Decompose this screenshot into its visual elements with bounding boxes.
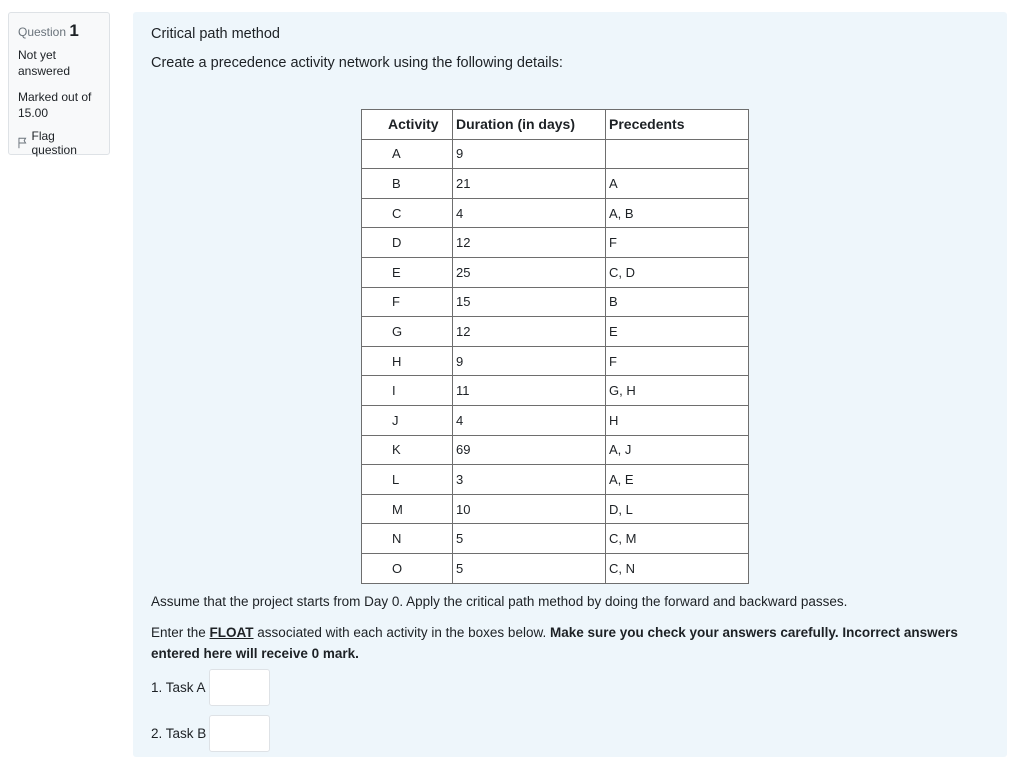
cell-duration: 4	[453, 198, 606, 228]
flag-question-button[interactable]	[18, 129, 100, 157]
table-row	[362, 465, 749, 495]
float-link[interactable]: FLOAT	[209, 625, 254, 640]
header-duration: Duration (in days)	[453, 110, 606, 140]
question-info-panel	[8, 12, 110, 155]
question-state	[18, 47, 100, 79]
cell-duration: 11	[453, 376, 606, 406]
table-row	[362, 435, 749, 465]
cell-duration: 25	[453, 257, 606, 287]
task-b-label: 2. Task B	[151, 726, 207, 741]
cell-duration: 69	[453, 435, 606, 465]
question-number	[18, 21, 100, 41]
question-grade	[18, 89, 100, 121]
cell-precedents: A, J	[606, 435, 749, 465]
table-row	[362, 139, 749, 169]
cell-precedents: C, M	[606, 524, 749, 554]
task-a-row	[151, 669, 270, 706]
task-b-row	[151, 715, 270, 752]
grade-line-2: 15.00	[18, 106, 49, 120]
cell-duration: 12	[453, 317, 606, 347]
state-line-1: Not yet	[18, 48, 57, 62]
task-b-input[interactable]	[209, 715, 270, 752]
flag-icon	[18, 137, 28, 149]
table-row	[362, 287, 749, 317]
cell-activity: A	[362, 139, 453, 169]
cell-duration: 5	[453, 553, 606, 583]
cell-precedents: D, L	[606, 494, 749, 524]
task-a-input[interactable]	[209, 669, 270, 706]
cell-activity: L	[362, 465, 453, 495]
cell-activity: E	[362, 257, 453, 287]
cell-activity: O	[362, 553, 453, 583]
header-precedents: Precedents	[606, 110, 749, 140]
cell-precedents: B	[606, 287, 749, 317]
cell-activity: K	[362, 435, 453, 465]
cell-activity: B	[362, 169, 453, 199]
cell-activity: F	[362, 287, 453, 317]
activity-table-body	[362, 139, 749, 583]
table-row	[362, 494, 749, 524]
table-row	[362, 376, 749, 406]
cell-precedents: A	[606, 169, 749, 199]
question-title: Critical path method	[151, 26, 280, 42]
grade-line-1: Marked out of	[18, 90, 92, 104]
cell-activity: N	[362, 524, 453, 554]
question-content	[133, 12, 1007, 757]
cell-activity: C	[362, 198, 453, 228]
cell-activity: G	[362, 317, 453, 347]
table-row	[362, 405, 749, 435]
para2-middle: associated with each activity in the boxes below.	[253, 625, 550, 640]
table-row	[362, 198, 749, 228]
cell-precedents: C, N	[606, 553, 749, 583]
cell-activity: D	[362, 228, 453, 258]
table-row	[362, 317, 749, 347]
table-header-row	[362, 110, 749, 140]
cell-precedents: G, H	[606, 376, 749, 406]
table-row	[362, 257, 749, 287]
para2-prefix: Enter the	[151, 625, 210, 640]
state-line-2: answered	[18, 64, 71, 78]
cell-duration: 10	[453, 494, 606, 524]
task-a-label: 1. Task A	[151, 680, 206, 695]
para2-warning: Make sure you check your answers carefully. Incorrect answers entered here will receive 0 mark.	[151, 625, 958, 661]
flag-question-label: Flag question	[31, 129, 77, 157]
question-label: Question	[18, 25, 67, 39]
cell-duration: 5	[453, 524, 606, 554]
cell-precedents: H	[606, 405, 749, 435]
table-row	[362, 553, 749, 583]
header-activity: Activity	[362, 110, 453, 140]
cell-activity: M	[362, 494, 453, 524]
cell-precedents: A, E	[606, 465, 749, 495]
cell-duration: 9	[453, 346, 606, 376]
activity-table	[361, 109, 749, 584]
cell-duration: 4	[453, 405, 606, 435]
table-row	[362, 346, 749, 376]
table-row	[362, 169, 749, 199]
cell-precedents: C, D	[606, 257, 749, 287]
question-number-value: 1	[69, 21, 79, 40]
cell-precedents: F	[606, 346, 749, 376]
cell-duration: 12	[453, 228, 606, 258]
cell-precedents: A, B	[606, 198, 749, 228]
cell-duration: 15	[453, 287, 606, 317]
cell-duration: 3	[453, 465, 606, 495]
cell-activity: H	[362, 346, 453, 376]
cell-activity: J	[362, 405, 453, 435]
cell-duration: 9	[453, 139, 606, 169]
question-intro: Create a precedence activity network using the following details:	[151, 55, 563, 71]
instruction-paragraph-1: Assume that the project starts from Day 0. Apply the critical path method by doing the forward and backward passes.	[151, 594, 848, 609]
cell-activity: I	[362, 376, 453, 406]
table-row	[362, 524, 749, 554]
cell-precedents	[606, 139, 749, 169]
cell-precedents: F	[606, 228, 749, 258]
table-row	[362, 228, 749, 258]
instruction-paragraph-2	[151, 622, 996, 664]
cell-precedents: E	[606, 317, 749, 347]
cell-duration: 21	[453, 169, 606, 199]
